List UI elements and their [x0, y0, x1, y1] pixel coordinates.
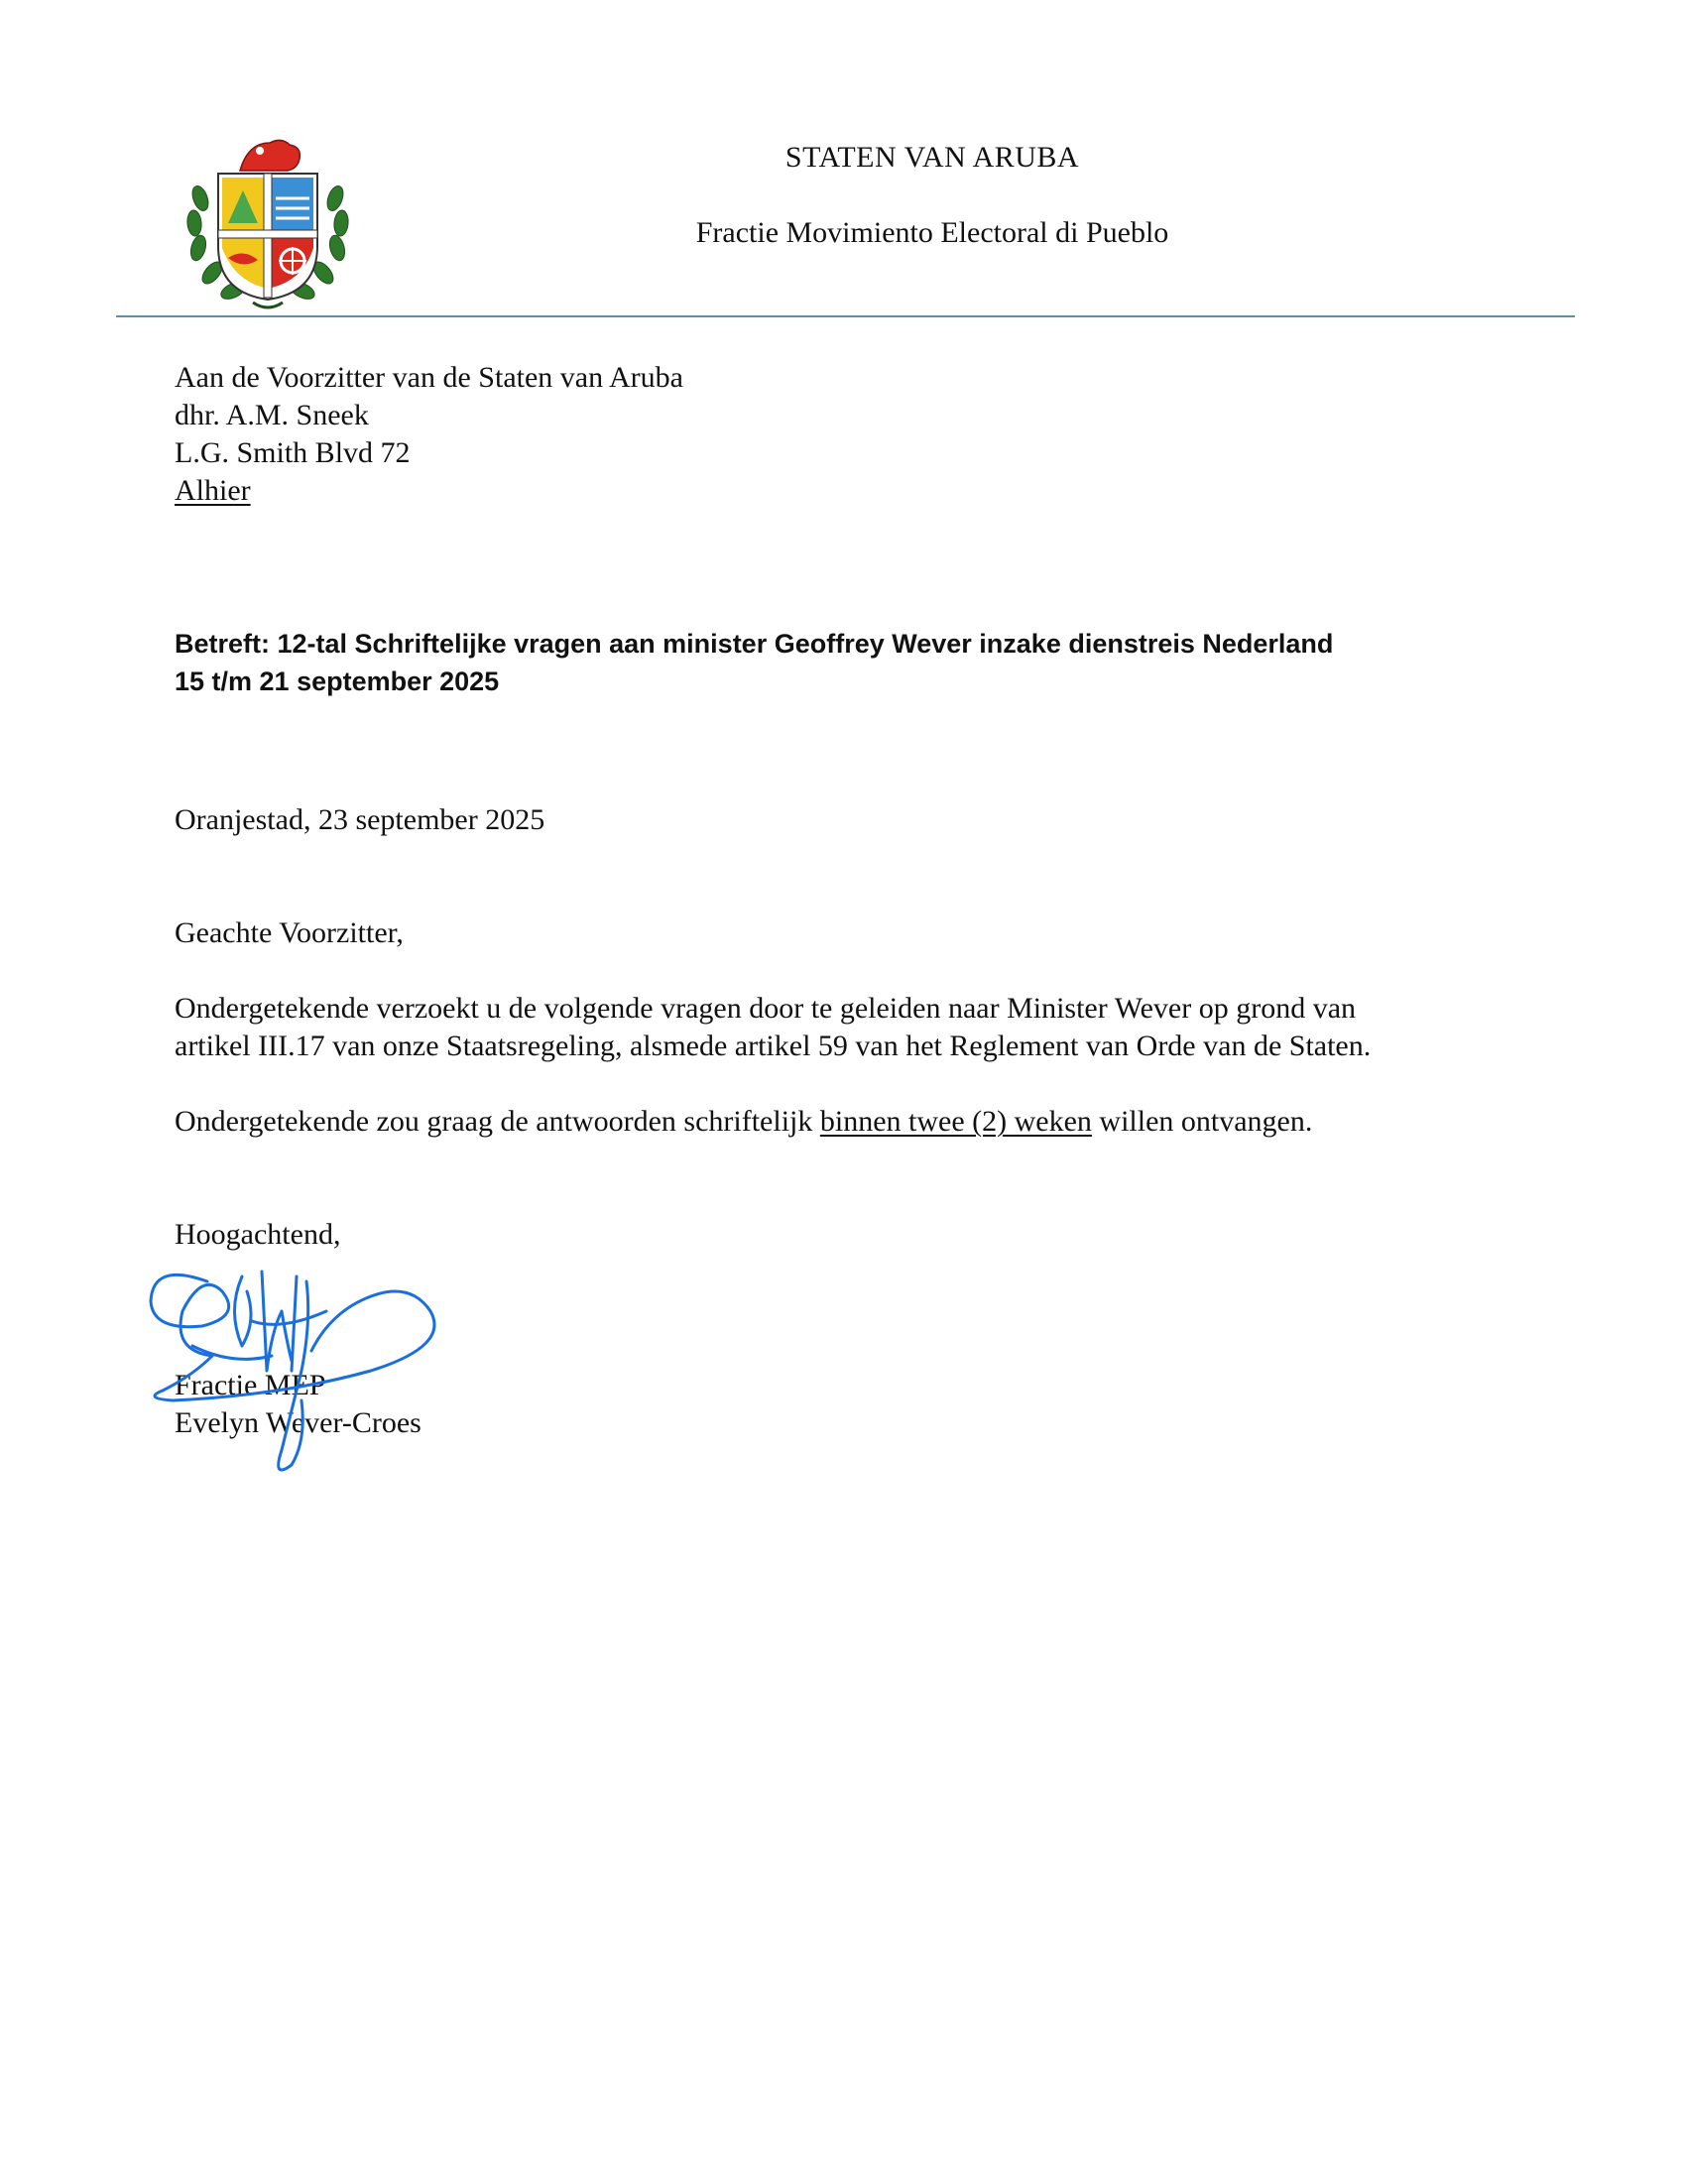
body-paragraph	[175, 990, 1543, 1065]
subject-line: Betreft: 12-tal Schriftelijke vragen aan minister Geoffrey Wever inzake dienstreis Nederland	[175, 629, 1334, 659]
body-paragraph	[175, 1103, 1543, 1141]
deadline-text: binnen twee (2) weken	[819, 1105, 1092, 1138]
body-line: Ondergetekende verzoekt u de volgende vragen door te geleiden naar Minister Wever op grond van	[175, 992, 1357, 1025]
signature-scribble	[133, 1252, 450, 1500]
org-title: STATEN VAN ARUBA	[784, 141, 1080, 174]
place-date: Oranjestad, 23 september 2025	[175, 803, 545, 836]
body-text: willen ontvangen.	[1091, 1105, 1313, 1138]
recipient-line: L.G. Smith Blvd 72	[175, 436, 411, 469]
recipient-line: Alhier	[175, 474, 251, 507]
header-divider	[116, 315, 1575, 317]
subject	[175, 625, 1523, 700]
closing-greeting: Hoogachtend,	[175, 1218, 341, 1251]
recipient-line: Aan de Voorzitter van de Staten van Aruba	[175, 361, 683, 394]
body-text: Ondergetekende zou graag de antwoorden schriftelijk	[175, 1105, 820, 1138]
coat-of-arms-icon	[179, 129, 357, 317]
subject-line: 15 t/m 21 september 2025	[175, 667, 500, 696]
salutation: Geachte Voorzitter,	[175, 916, 404, 949]
body-line: artikel III.17 van onze Staatsregeling, alsmede artikel 59 van het Reglement van Orde van de Staten.	[175, 1030, 1372, 1062]
org-subtitle: Fractie Movimiento Electoral di Pueblo	[695, 216, 1169, 249]
signatory-name: Evelyn Wever-Croes	[175, 1406, 422, 1439]
recipient-line: dhr. A.M. Sneek	[175, 399, 369, 431]
signatory-party: Fractie MEP	[175, 1369, 326, 1401]
